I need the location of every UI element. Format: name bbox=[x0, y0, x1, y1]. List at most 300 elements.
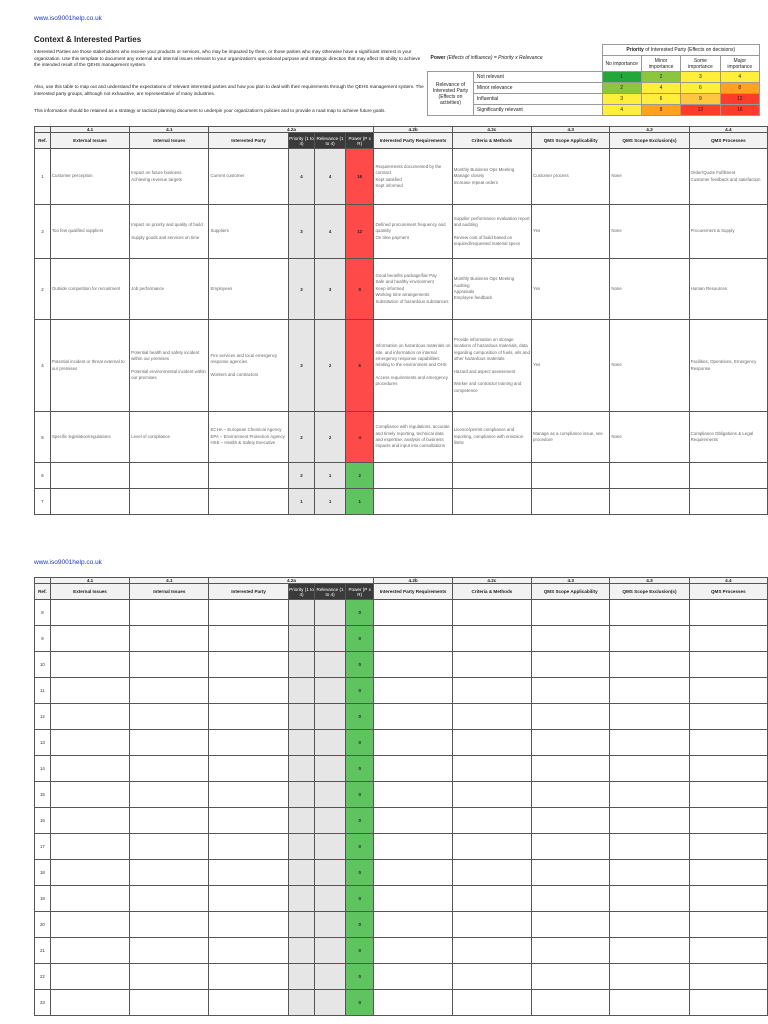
col-header-requirements: Interested Party Requirements bbox=[374, 133, 452, 149]
table-cell bbox=[50, 652, 129, 678]
cell-party: Current customer bbox=[209, 149, 288, 205]
table-cell bbox=[532, 964, 610, 990]
table-cell bbox=[130, 912, 209, 938]
table-cell bbox=[610, 912, 689, 938]
table-cell bbox=[532, 626, 610, 652]
matrix-cell: 2 bbox=[602, 83, 641, 94]
table-cell bbox=[532, 704, 610, 730]
table-cell bbox=[209, 808, 288, 834]
table-cell bbox=[374, 782, 452, 808]
cell-party bbox=[209, 489, 288, 515]
table-cell bbox=[130, 860, 209, 886]
col-header-criteria: Criteria & Methods bbox=[452, 584, 531, 600]
table-cell bbox=[610, 808, 689, 834]
table-cell bbox=[689, 652, 767, 678]
col-header-exclusions: QMS Scope Exclusion(s) bbox=[610, 584, 689, 600]
cell-power: 0 bbox=[345, 834, 374, 860]
cell-processes: Human Resources bbox=[689, 259, 767, 320]
section-label: 4.3 bbox=[610, 127, 689, 133]
cell-relevance: 4 bbox=[315, 205, 346, 259]
table-row bbox=[35, 990, 768, 1016]
cell-priority: 2 bbox=[288, 412, 314, 463]
table-cell bbox=[532, 730, 610, 756]
cell-power: 9 bbox=[345, 259, 374, 320]
section-label: 4.1 bbox=[50, 578, 129, 584]
cell-processes: Compliance Obligations & Legal Requirements bbox=[689, 412, 767, 463]
cell-priority: 2 bbox=[288, 463, 314, 489]
col-header-internal: Internal Issues bbox=[130, 584, 209, 600]
section-label: 4.2b bbox=[374, 127, 452, 133]
cell-requirements: Requirements documented by the contract Kept satisfied Kept informed bbox=[374, 149, 452, 205]
cell-external bbox=[50, 463, 129, 489]
cell-power: 12 bbox=[345, 205, 374, 259]
row-ref: 18 bbox=[35, 860, 51, 886]
cell-power: 0 bbox=[345, 678, 374, 704]
cell-processes bbox=[689, 463, 767, 489]
table-cell bbox=[130, 964, 209, 990]
table-cell bbox=[452, 600, 531, 626]
table-cell bbox=[452, 886, 531, 912]
table-cell bbox=[209, 964, 288, 990]
cell-processes bbox=[689, 489, 767, 515]
cell-power: 1 bbox=[345, 489, 374, 515]
table-cell bbox=[209, 626, 288, 652]
row-ref: 4 bbox=[35, 320, 51, 412]
table-cell bbox=[689, 782, 767, 808]
table-cell bbox=[689, 834, 767, 860]
interested-parties-table-continued bbox=[34, 577, 768, 1016]
table-cell bbox=[374, 860, 452, 886]
section-label: 4.4 bbox=[689, 127, 767, 133]
row-ref: 2 bbox=[35, 259, 51, 320]
col-header-ref: Ref. bbox=[35, 584, 51, 600]
cell-priority bbox=[288, 860, 314, 886]
cell-power: 0 bbox=[345, 938, 374, 964]
table-cell bbox=[130, 626, 209, 652]
power-matrix bbox=[427, 44, 760, 116]
matrix-cell: 12 bbox=[681, 105, 720, 116]
cell-power: 0 bbox=[345, 860, 374, 886]
table-cell bbox=[610, 834, 689, 860]
cell-external: Outside competition for recruitment bbox=[50, 259, 129, 320]
row-ref: 3 bbox=[35, 205, 51, 259]
cell-power: 0 bbox=[345, 782, 374, 808]
cell-relevance bbox=[315, 652, 346, 678]
priority-definition: Priority of Interested Party (Effects on decisions) bbox=[602, 45, 759, 56]
page-title: Context & Interested Parties bbox=[34, 35, 142, 44]
row-ref: 19 bbox=[35, 886, 51, 912]
table-cell bbox=[374, 834, 452, 860]
row-ref: 6 bbox=[35, 463, 51, 489]
table-cell bbox=[532, 990, 610, 1016]
table-cell bbox=[610, 678, 689, 704]
cell-priority: 4 bbox=[288, 149, 314, 205]
table-cell bbox=[452, 990, 531, 1016]
table-row bbox=[35, 149, 768, 205]
col-header-external: External Issues bbox=[50, 584, 129, 600]
table-cell bbox=[610, 938, 689, 964]
table-cell bbox=[50, 678, 129, 704]
table-cell bbox=[532, 808, 610, 834]
table-cell bbox=[452, 652, 531, 678]
table-cell bbox=[50, 626, 129, 652]
table-cell bbox=[689, 860, 767, 886]
col-header-party: Interested Party bbox=[209, 584, 288, 600]
cell-external: Customer perception bbox=[50, 149, 129, 205]
site-link[interactable]: www.iso9001help.co.uk bbox=[34, 15, 102, 22]
table-row bbox=[35, 704, 768, 730]
col-header-processes: QMS Processes bbox=[689, 133, 767, 149]
table-row bbox=[35, 730, 768, 756]
cell-relevance bbox=[315, 990, 346, 1016]
cell-relevance: 2 bbox=[315, 320, 346, 412]
cell-power: 0 bbox=[345, 886, 374, 912]
cell-exclusions: None bbox=[610, 205, 689, 259]
table-cell bbox=[532, 652, 610, 678]
header-row bbox=[35, 133, 768, 149]
table-row bbox=[35, 600, 768, 626]
cell-internal: Potential health and safety incident within our premises Potential environmental incident within our premises bbox=[130, 320, 209, 412]
cell-external: Potential incident or threat external to our premises bbox=[50, 320, 129, 412]
col-header-relevance: Relevance (1 to 4) bbox=[315, 133, 346, 149]
cell-priority bbox=[288, 964, 314, 990]
row-ref: 23 bbox=[35, 990, 51, 1016]
cell-relevance: 2 bbox=[315, 412, 346, 463]
table-cell bbox=[50, 704, 129, 730]
table-cell bbox=[50, 860, 129, 886]
table-row bbox=[35, 964, 768, 990]
matrix-cell: 3 bbox=[681, 72, 720, 83]
row-ref: 9 bbox=[35, 626, 51, 652]
table-cell bbox=[50, 886, 129, 912]
table-cell bbox=[130, 782, 209, 808]
table-row bbox=[35, 259, 768, 320]
table-cell bbox=[50, 782, 129, 808]
cell-applicability bbox=[532, 489, 610, 515]
cell-party: Fire services and local emergency response agencies Workers and contractors bbox=[209, 320, 288, 412]
table-cell bbox=[374, 964, 452, 990]
cell-external: Too few qualified suppliers bbox=[50, 205, 129, 259]
cell-priority: 3 bbox=[288, 320, 314, 412]
cell-requirements: Information on hazardous materials on site, and information on internal emergency response capabilities relating to the environment and OHS Access requirements and emergency procedures bbox=[374, 320, 452, 412]
table-cell bbox=[452, 912, 531, 938]
table-cell bbox=[452, 808, 531, 834]
col-header-party: Interested Party bbox=[209, 133, 288, 149]
table-cell bbox=[689, 626, 767, 652]
cell-priority bbox=[288, 990, 314, 1016]
table-cell bbox=[452, 626, 531, 652]
cell-exclusions: None bbox=[610, 149, 689, 205]
table-cell bbox=[689, 756, 767, 782]
cell-priority bbox=[288, 886, 314, 912]
matrix-cell: 3 bbox=[602, 94, 641, 105]
table-row bbox=[35, 205, 768, 259]
table-row bbox=[35, 834, 768, 860]
intro-paragraph-2: Also, use this table to map out and understand the expectations of relevant interested parties and how you plan to deal with their requirements through the QEHS management system. The interested party groups, although not exhaustive, are representative of many industries. bbox=[34, 84, 424, 96]
matrix-cell: 1 bbox=[602, 72, 641, 83]
table-cell bbox=[50, 990, 129, 1016]
cell-power: 0 bbox=[345, 756, 374, 782]
cell-relevance bbox=[315, 626, 346, 652]
cell-applicability bbox=[532, 463, 610, 489]
cell-relevance: 1 bbox=[315, 463, 346, 489]
table-cell bbox=[532, 600, 610, 626]
cell-criteria: Supplier performance evaluation report and auditing Review cost of build based on required/requested material specs bbox=[452, 205, 531, 259]
cell-relevance bbox=[315, 938, 346, 964]
cell-relevance bbox=[315, 834, 346, 860]
cell-power: 0 bbox=[345, 652, 374, 678]
cell-priority: 3 bbox=[288, 259, 314, 320]
table-cell bbox=[610, 990, 689, 1016]
matrix-row-label: Significantly relevant bbox=[473, 105, 602, 116]
table-cell bbox=[130, 600, 209, 626]
table-cell bbox=[209, 600, 288, 626]
table-cell bbox=[610, 964, 689, 990]
table-cell bbox=[689, 600, 767, 626]
matrix-col-header: No importance bbox=[602, 56, 641, 72]
table-cell bbox=[374, 938, 452, 964]
cell-relevance bbox=[315, 912, 346, 938]
table-cell bbox=[374, 704, 452, 730]
table-cell bbox=[610, 600, 689, 626]
table-row bbox=[35, 678, 768, 704]
table-row bbox=[35, 808, 768, 834]
table-cell bbox=[689, 990, 767, 1016]
matrix-cell: 4 bbox=[602, 105, 641, 116]
cell-priority bbox=[288, 626, 314, 652]
cell-exclusions bbox=[610, 463, 689, 489]
col-header-relevance: Relevance (1 to 4) bbox=[315, 584, 346, 600]
interested-parties-table bbox=[34, 126, 768, 515]
cell-applicability: Yes bbox=[532, 205, 610, 259]
col-header-applicability: QMS Scope Applicability bbox=[532, 133, 610, 149]
col-header-power: Power (P x R) bbox=[345, 133, 374, 149]
table-cell bbox=[452, 938, 531, 964]
site-link[interactable]: www.iso9001help.co.uk bbox=[34, 559, 102, 566]
table-cell bbox=[610, 652, 689, 678]
cell-external bbox=[50, 489, 129, 515]
table-cell bbox=[374, 756, 452, 782]
table-cell bbox=[610, 626, 689, 652]
row-ref: 17 bbox=[35, 834, 51, 860]
table-cell bbox=[374, 990, 452, 1016]
cell-relevance: 4 bbox=[315, 149, 346, 205]
matrix-col-header: Some importance bbox=[681, 56, 720, 72]
cell-priority bbox=[288, 782, 314, 808]
table-cell bbox=[50, 964, 129, 990]
table-row bbox=[35, 756, 768, 782]
col-header-power: Power (P x R) bbox=[345, 584, 374, 600]
cell-priority: 3 bbox=[288, 205, 314, 259]
table-cell bbox=[130, 678, 209, 704]
cell-criteria: Provide information on storage locations of hazardous materials, data regarding composition of fuels, oils and other hazardous materials Hazard and aspect assessment Worker and contractor training and competence bbox=[452, 320, 531, 412]
matrix-cell: 4 bbox=[641, 83, 680, 94]
cell-relevance bbox=[315, 756, 346, 782]
table-cell bbox=[610, 704, 689, 730]
table-cell bbox=[130, 938, 209, 964]
table-cell bbox=[374, 600, 452, 626]
table-cell bbox=[209, 704, 288, 730]
table-cell bbox=[50, 938, 129, 964]
table-cell bbox=[130, 834, 209, 860]
matrix-cell: 6 bbox=[641, 94, 680, 105]
section-label: 4.3 bbox=[610, 578, 689, 584]
cell-requirements bbox=[374, 489, 452, 515]
table-row bbox=[35, 489, 768, 515]
cell-power: 0 bbox=[345, 730, 374, 756]
cell-relevance bbox=[315, 730, 346, 756]
table-cell bbox=[209, 886, 288, 912]
cell-criteria: Monthly Business Ops Meeting Manage closely Increase repeat orders bbox=[452, 149, 531, 205]
table-cell bbox=[374, 652, 452, 678]
matrix-cell: 6 bbox=[681, 83, 720, 94]
col-header-applicability: QMS Scope Applicability bbox=[532, 584, 610, 600]
table-cell bbox=[532, 860, 610, 886]
table-cell bbox=[689, 964, 767, 990]
cell-power: 4 bbox=[345, 412, 374, 463]
row-ref: 8 bbox=[35, 600, 51, 626]
matrix-row-label: Not relevant bbox=[473, 72, 602, 83]
cell-applicability: Customer process bbox=[532, 149, 610, 205]
cell-priority bbox=[288, 652, 314, 678]
cell-exclusions bbox=[610, 489, 689, 515]
row-ref: 12 bbox=[35, 704, 51, 730]
table-cell bbox=[532, 886, 610, 912]
table-cell bbox=[610, 730, 689, 756]
table-row bbox=[35, 652, 768, 678]
col-header-priority: Priority (1 to 4) bbox=[288, 133, 314, 149]
table-row bbox=[35, 912, 768, 938]
table-cell bbox=[209, 652, 288, 678]
header-row bbox=[35, 584, 768, 600]
cell-criteria bbox=[452, 463, 531, 489]
row-ref: 22 bbox=[35, 964, 51, 990]
table-cell bbox=[50, 600, 129, 626]
cell-power: 0 bbox=[345, 964, 374, 990]
cell-priority bbox=[288, 912, 314, 938]
row-ref: 21 bbox=[35, 938, 51, 964]
cell-exclusions: None bbox=[610, 412, 689, 463]
cell-party: ECHA – European Chemical Agency EPA – Environment Protection Agency HSE – Health & Safety Executive bbox=[209, 412, 288, 463]
cell-priority bbox=[288, 756, 314, 782]
section-label: 4.3 bbox=[532, 127, 610, 133]
cell-relevance: 3 bbox=[315, 259, 346, 320]
table-cell bbox=[689, 704, 767, 730]
section-label: 4.2a bbox=[209, 578, 374, 584]
cell-external: Specific legislation/regulations bbox=[50, 412, 129, 463]
cell-priority: 1 bbox=[288, 489, 314, 515]
table-cell bbox=[50, 834, 129, 860]
table-row bbox=[35, 938, 768, 964]
section-label: 4.2c bbox=[452, 578, 531, 584]
table-cell bbox=[130, 886, 209, 912]
table-row bbox=[35, 860, 768, 886]
table-cell bbox=[532, 938, 610, 964]
cell-party: Employees bbox=[209, 259, 288, 320]
section-label: 4.2a bbox=[209, 127, 374, 133]
cell-requirements: Defined procurement frequency and quantity On time payment bbox=[374, 205, 452, 259]
matrix-col-header: Major importance bbox=[720, 56, 759, 72]
table-cell bbox=[689, 938, 767, 964]
cell-power: 2 bbox=[345, 463, 374, 489]
matrix-row-label: Influential bbox=[473, 94, 602, 105]
table-row bbox=[35, 782, 768, 808]
table-cell bbox=[209, 730, 288, 756]
table-cell bbox=[50, 730, 129, 756]
table-row bbox=[35, 412, 768, 463]
matrix-row-label: Minor relevance bbox=[473, 83, 602, 94]
table-cell bbox=[532, 756, 610, 782]
row-ref: 14 bbox=[35, 756, 51, 782]
table-cell bbox=[452, 860, 531, 886]
cell-priority bbox=[288, 938, 314, 964]
cell-internal bbox=[130, 489, 209, 515]
cell-party bbox=[209, 463, 288, 489]
matrix-col-header: Minor importance bbox=[641, 56, 680, 72]
table-cell bbox=[50, 912, 129, 938]
cell-applicability: Yes bbox=[532, 320, 610, 412]
cell-relevance bbox=[315, 964, 346, 990]
table-cell bbox=[452, 730, 531, 756]
section-label: 4.2b bbox=[374, 578, 452, 584]
table-row bbox=[35, 463, 768, 489]
relevance-definition: Relevance of Interested Party (Effects on activities) bbox=[428, 72, 474, 116]
matrix-cell: 2 bbox=[641, 72, 680, 83]
cell-internal: Job performance bbox=[130, 259, 209, 320]
table-cell bbox=[532, 834, 610, 860]
table-cell bbox=[374, 730, 452, 756]
col-header-exclusions: QMS Scope Exclusion(s) bbox=[610, 133, 689, 149]
cell-requirements: Compliance with regulations, accurate and timely reporting, technical data and expertise, analysis of business impacts and input into consultations bbox=[374, 412, 452, 463]
col-header-requirements: Interested Party Requirements bbox=[374, 584, 452, 600]
matrix-cell: 8 bbox=[720, 83, 759, 94]
section-label: 4.1 bbox=[130, 578, 209, 584]
cell-priority bbox=[288, 678, 314, 704]
table-cell bbox=[452, 782, 531, 808]
table-cell bbox=[209, 860, 288, 886]
table-row bbox=[35, 886, 768, 912]
cell-applicability: Manage as a compliance issue, see procedure bbox=[532, 412, 610, 463]
section-label: 4.4 bbox=[689, 578, 767, 584]
row-ref: 7 bbox=[35, 489, 51, 515]
table-cell bbox=[689, 808, 767, 834]
cell-exclusions: None bbox=[610, 320, 689, 412]
cell-relevance bbox=[315, 886, 346, 912]
cell-relevance: 1 bbox=[315, 489, 346, 515]
cell-exclusions: None bbox=[610, 259, 689, 320]
cell-priority bbox=[288, 834, 314, 860]
cell-power: 0 bbox=[345, 626, 374, 652]
table-cell bbox=[532, 678, 610, 704]
section-label: 4.2c bbox=[452, 127, 531, 133]
col-header-ref: Ref. bbox=[35, 133, 51, 149]
cell-power: 16 bbox=[345, 149, 374, 205]
cell-relevance bbox=[315, 782, 346, 808]
cell-power: 0 bbox=[345, 990, 374, 1016]
col-header-external: External Issues bbox=[50, 133, 129, 149]
table-cell bbox=[532, 782, 610, 808]
table-cell bbox=[130, 730, 209, 756]
table-cell bbox=[209, 834, 288, 860]
matrix-cell: 4 bbox=[720, 72, 759, 83]
matrix-cell: 12 bbox=[720, 94, 759, 105]
table-cell bbox=[130, 990, 209, 1016]
cell-processes: Order/Quote Fulfilment Customer feedback and satisfaction bbox=[689, 149, 767, 205]
cell-requirements: Good benefits package/fair Pay Safe and healthy environment Keep informed Working time arrangements Substitution of hazardous substances bbox=[374, 259, 452, 320]
table-cell bbox=[130, 808, 209, 834]
col-header-priority: Priority (1 to 4) bbox=[288, 584, 314, 600]
table-cell bbox=[532, 912, 610, 938]
